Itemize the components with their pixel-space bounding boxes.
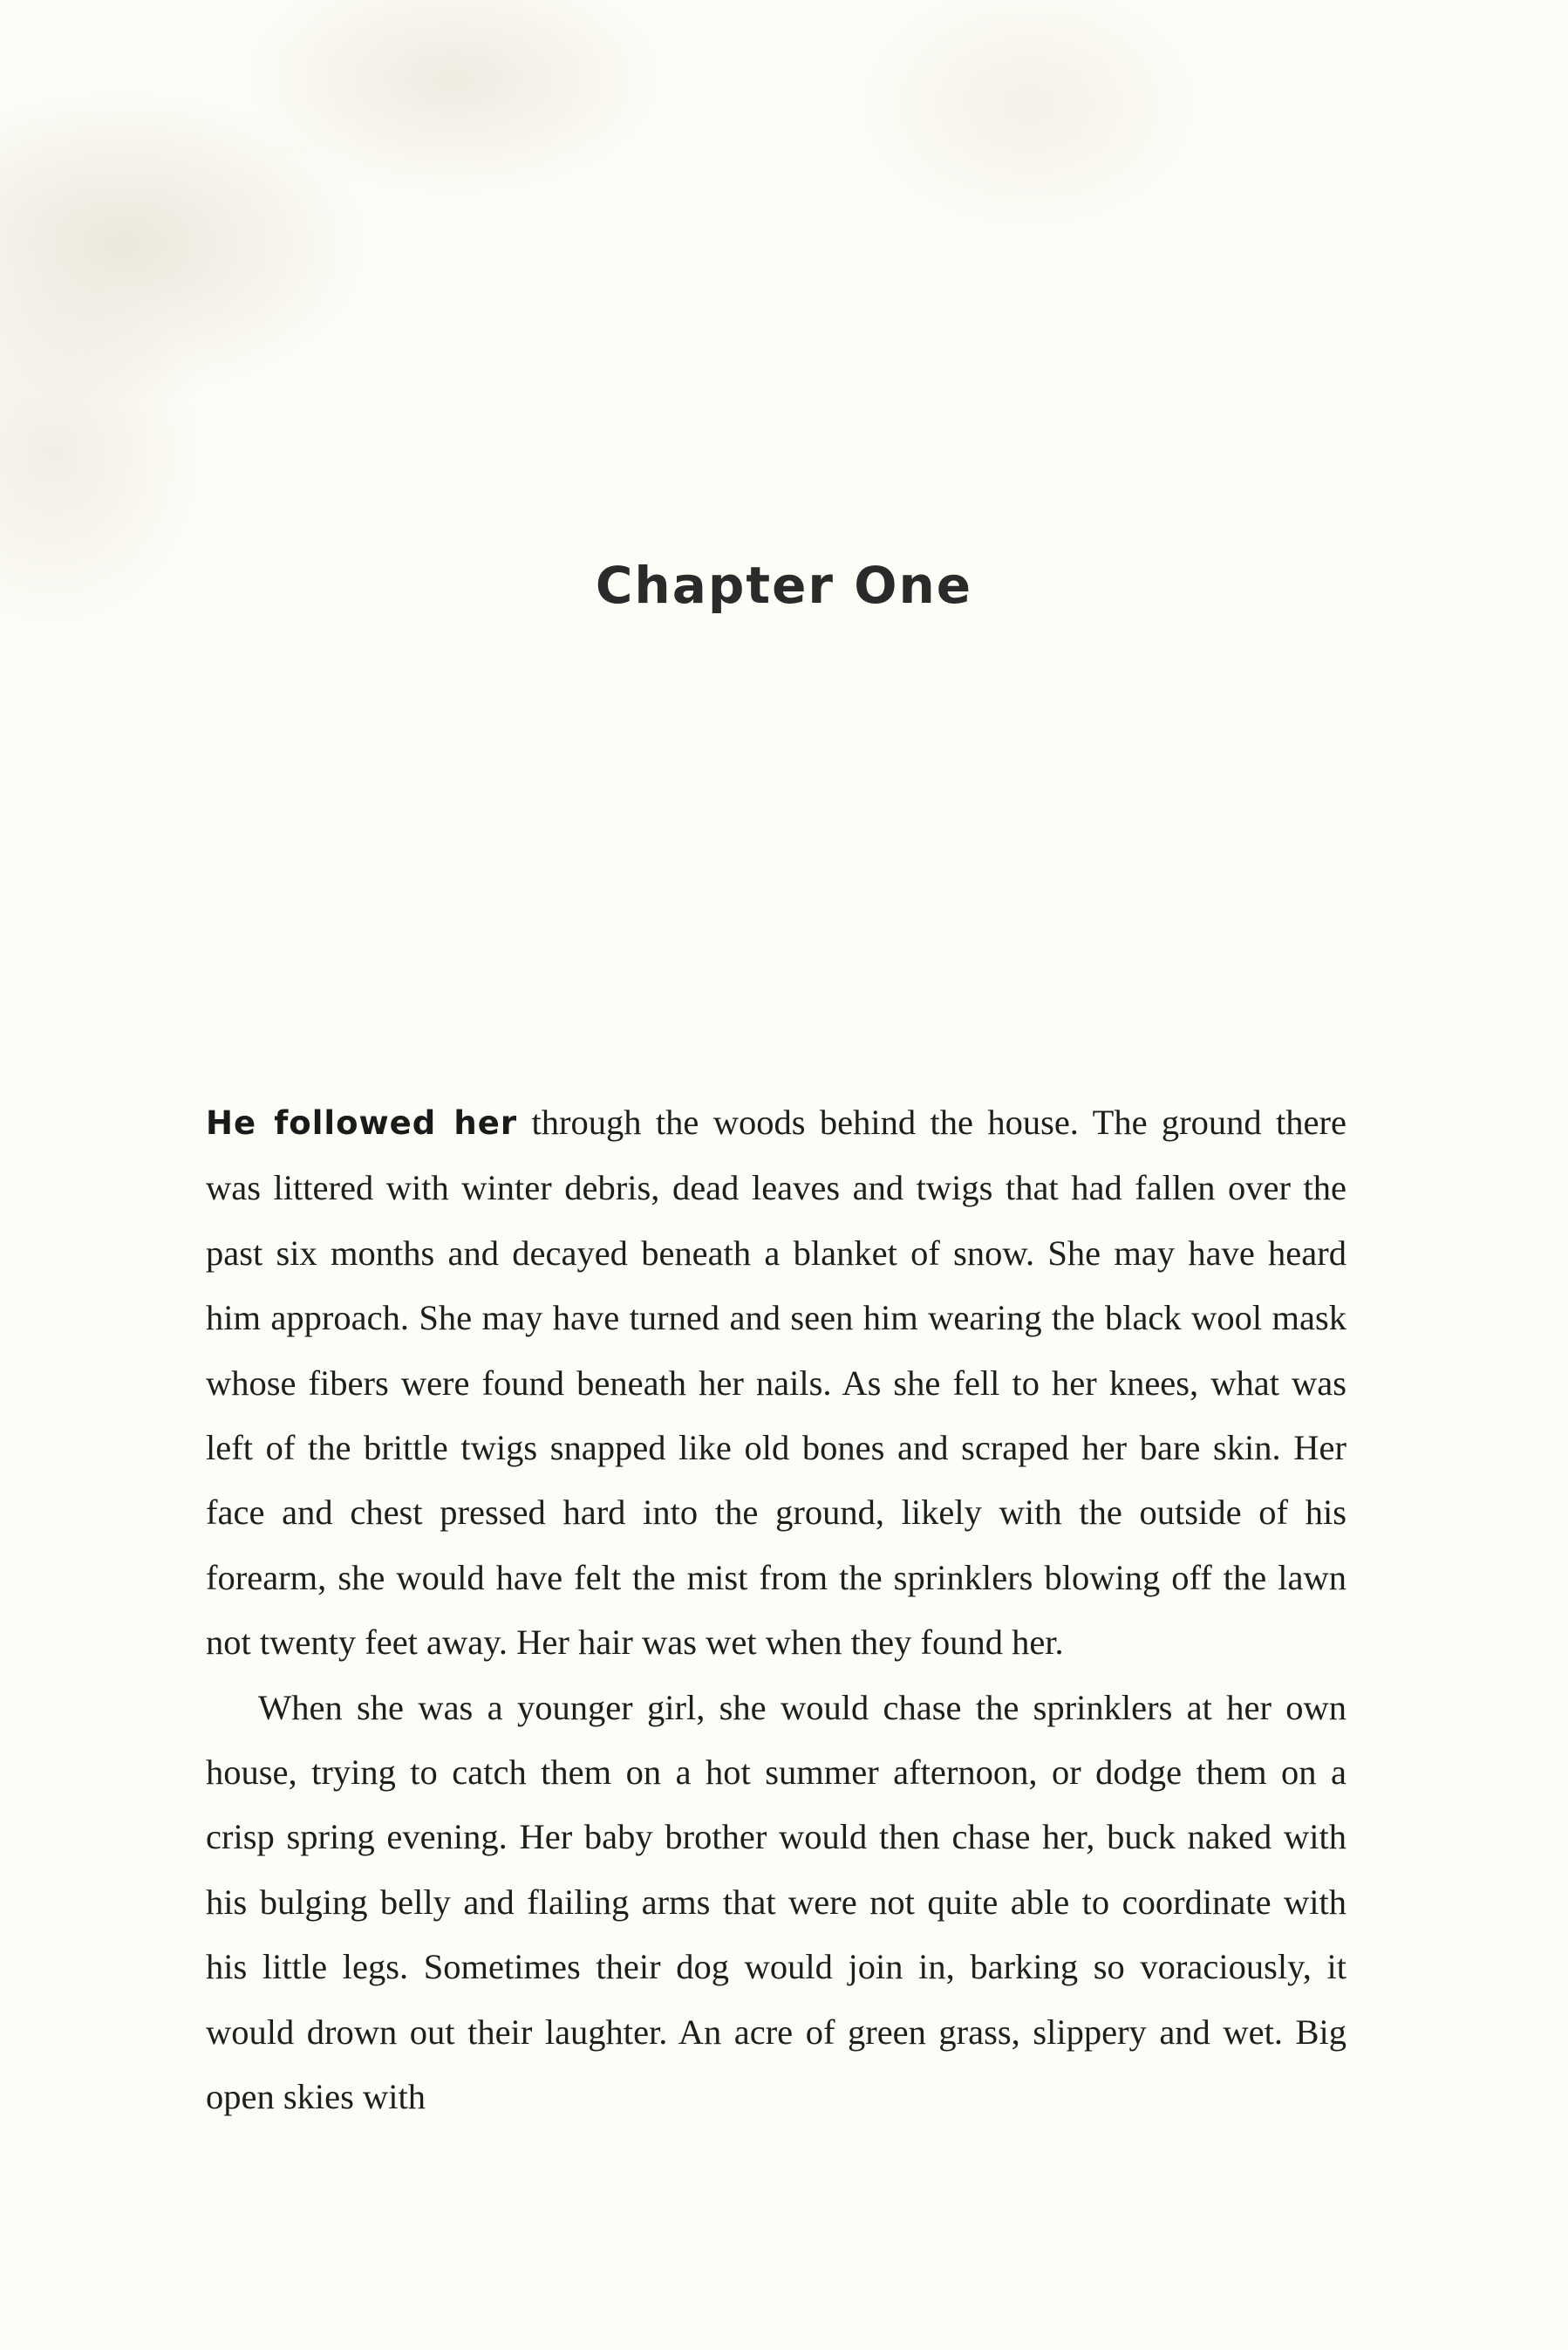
chapter-body [206, 1090, 1346, 2130]
paragraph-2: When she was a younger girl, she would chase the sprinklers at her own house, trying to catch them on a hot summer afternoon, or dodge them on a crisp spring evening. Her baby brother would then chase her, buck naked with his bulging belly and flailing arms that were not quite able to coordinate with his little legs. Sometimes their dog would join in, barking so voraciously, it would drown out their laughter. An acre of green grass, slippery and wet. Big open skies with [206, 1687, 1346, 2117]
lead-in: He followed her [206, 1104, 518, 1142]
chapter-title: Chapter One [595, 555, 973, 615]
paragraph-1-text: through the woods behind the house. The ground there was littered with winter debris, dead leaves and twigs that had fallen over the past six months and decayed beneath a blanket of snow. She may have heard him approach. She may have turned and seen him wearing the black wool mask whose fibers were found beneath her nails. As she fell to her knees, what was left of the brittle twigs snapped like old bones and scraped her bare skin. Her face and chest pressed hard into the ground, likely with the outside of his forearm, she would have felt the mist from the sprinklers blowing off the lawn not twenty feet away. Her hair was wet when they found her. [206, 1103, 1346, 1663]
paragraph-1 [206, 1090, 1346, 1676]
